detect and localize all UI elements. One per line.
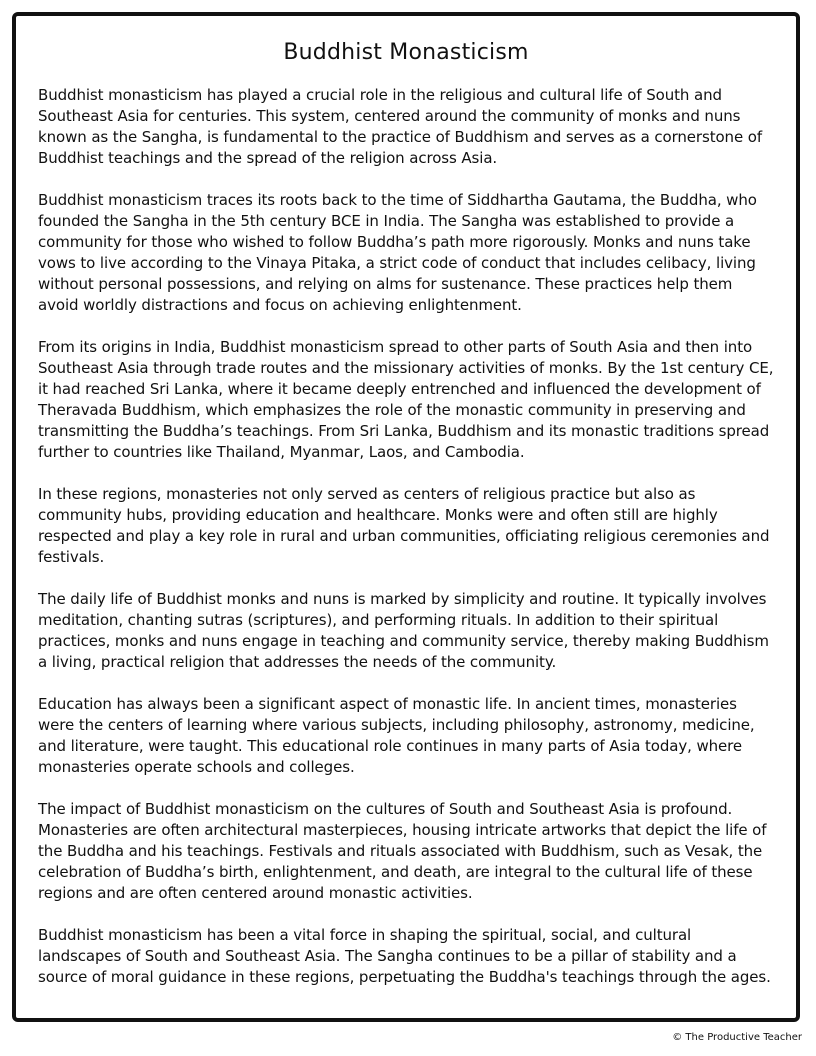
copyright-credit: © The Productive Teacher: [672, 1032, 802, 1043]
paragraph-3: From its origins in India, Buddhist monasticism spread to other parts of South Asia and then into Southeast Asia through trade routes and the missionary activities of monks. By the 1st century CE, it had reached Sri Lanka, where it became deeply entrenched and influenced the development of Theravada Buddhism, which emphasizes the role of the monastic community in preserving and transmitting the Buddha’s teachings. From Sri Lanka, Buddhism and its monastic traditions spread further to countries like Thailand, Myanmar, Laos, and Cambodia.: [38, 338, 774, 461]
document-title: Buddhist Monasticism: [283, 40, 529, 65]
page-border: [12, 12, 800, 1022]
paragraph-7: The impact of Buddhist monasticism on the cultures of South and Southeast Asia is profound. Monasteries are often architectural masterpieces, housing intricate artworks that depict the life of the Buddha and his teachings. Festivals and rituals associated with Buddhism, such as Vesak, the celebration of Buddha’s birth, enlightenment, and death, are integral to the cultural life of these regions and are often centered around monastic activities.: [38, 800, 767, 902]
paragraph-6: Education has always been a significant aspect of monastic life. In ancient times, monasteries were the centers of learning where various subjects, including philosophy, astronomy, medicine, and literature, were taught. This educational role continues in many parts of Asia today, where monasteries operate schools and colleges.: [38, 695, 755, 776]
document-body: [38, 85, 774, 988]
paragraph-8: Buddhist monasticism has been a vital force in shaping the spiritual, social, and cultural landscapes of South and Southeast Asia. The Sangha continues to be a pillar of stability and a source of moral guidance in these regions, perpetuating the Buddha's teachings through the ages.: [38, 926, 771, 986]
paragraph-4: In these regions, monasteries not only served as centers of religious practice but also as community hubs, providing education and healthcare. Monks were and often still are highly respected and play a key role in rural and urban communities, officiating religious ceremonies and festivals.: [38, 485, 770, 566]
paragraph-5: The daily life of Buddhist monks and nuns is marked by simplicity and routine. It typically involves meditation, chanting sutras (scriptures), and performing rituals. In addition to their spiritual practices, monks and nuns engage in teaching and community service, thereby making Buddhism a living, practical religion that addresses the needs of the community.: [38, 590, 769, 671]
paragraph-1: Buddhist monasticism has played a crucial role in the religious and cultural life of South and Southeast Asia for centuries. This system, centered around the community of monks and nuns known as the Sangha, is fundamental to the practice of Buddhism and serves as a cornerstone of Buddhist teachings and the spread of the religion across Asia.: [38, 86, 763, 167]
paragraph-2: Buddhist monasticism traces its roots back to the time of Siddhartha Gautama, the Buddha, who founded the Sangha in the 5th century BCE in India. The Sangha was established to provide a community for those who wished to follow Buddha’s path more rigorously. Monks and nuns take vows to live according to the Vinaya Pitaka, a strict code of conduct that includes celibacy, living without personal possessions, and relying on alms for sustenance. These practices help them avoid worldly distractions and focus on achieving enlightenment.: [38, 191, 757, 314]
